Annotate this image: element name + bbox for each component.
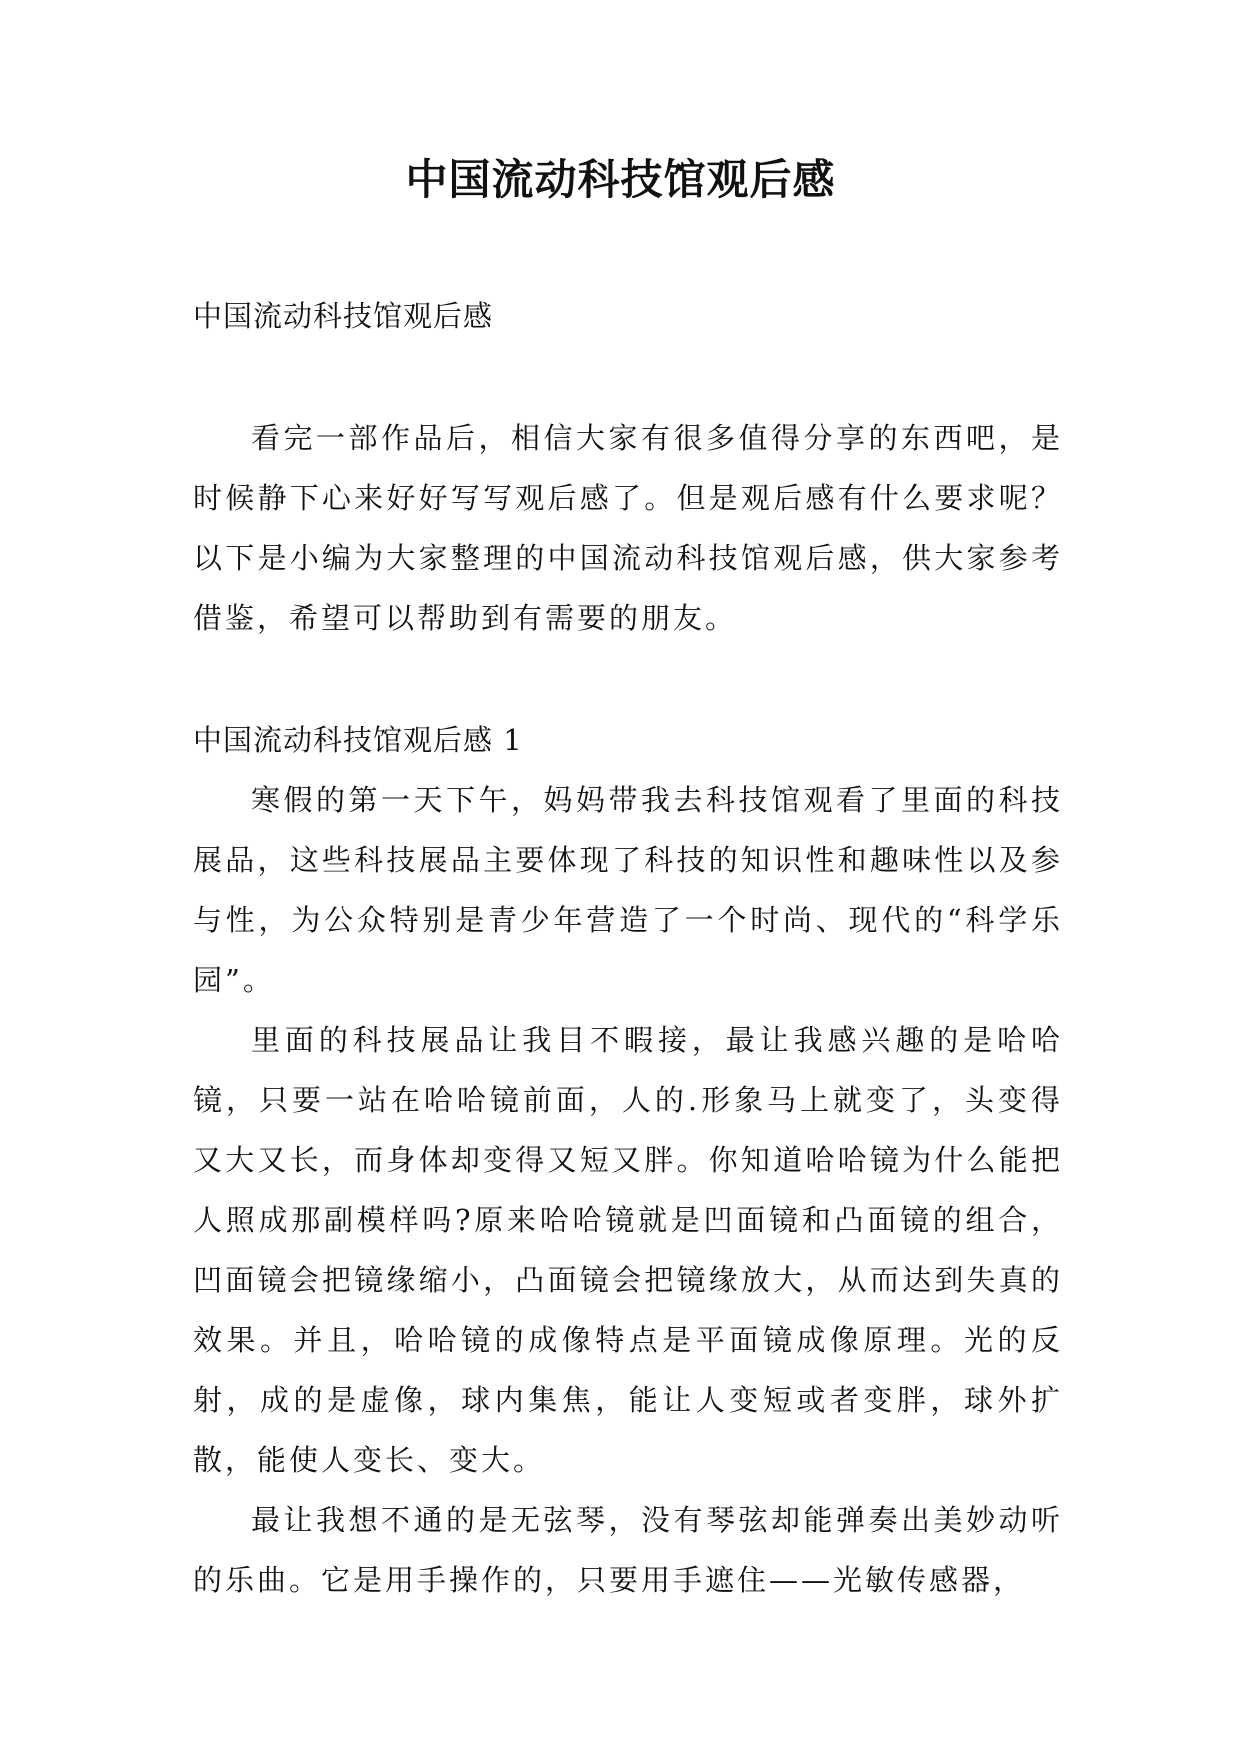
intro-paragraph: 看完一部作品后，相信大家有很多值得分享的东西吧，是时候静下心来好好写写观后感了。但是观后感有什么要求呢？以下是小编为大家整理的中国流动科技馆观后感，供大家参考借鉴，希望可以帮助到有需要的朋友。 [193, 421, 1063, 635]
spacer [193, 648, 1063, 710]
body-paragraph: 寒假的第一天下午，妈妈带我去科技馆观看了里面的科技展品，这些科技展品主要体现了科技的知识性和趣味性以及参与性，为公众特别是青少年营造了一个时尚、现代的“科学乐园”。 [193, 783, 1063, 997]
document-body [193, 286, 1063, 1610]
body-paragraph: 最让我想不通的是无弦琴，没有琴弦却能弹奏出美妙动听的乐曲。它是用手操作的，只要用手遮住——光敏传感器， [193, 1503, 1063, 1597]
document-title: 中国流动科技馆观后感 [405, 155, 836, 204]
section-heading: 中国流动科技馆观后感 1 [193, 723, 523, 757]
body-paragraph: 里面的科技展品让我目不暇接，最让我感兴趣的是哈哈镜，只要一站在哈哈镜前面，人的.形象马上就变了，头变得又大又长，而身体却变得又短又胖。你知道哈哈镜为什么能把人照成那副模样吗?原来哈哈镜就是凹面镜和凸面镜的组合，凹面镜会把镜缘缩小，凸面镜会把镜缘放大，从而达到失真的效果。并且，哈哈镜的成像特点是平面镜成像原理。光的反射，成的是虚像，球内集焦，能让人变短或者变胖，球外扩散，能使人变长、变大。 [193, 1023, 1063, 1477]
document-subtitle: 中国流动科技馆观后感 [193, 299, 494, 333]
spacer [193, 346, 1063, 408]
